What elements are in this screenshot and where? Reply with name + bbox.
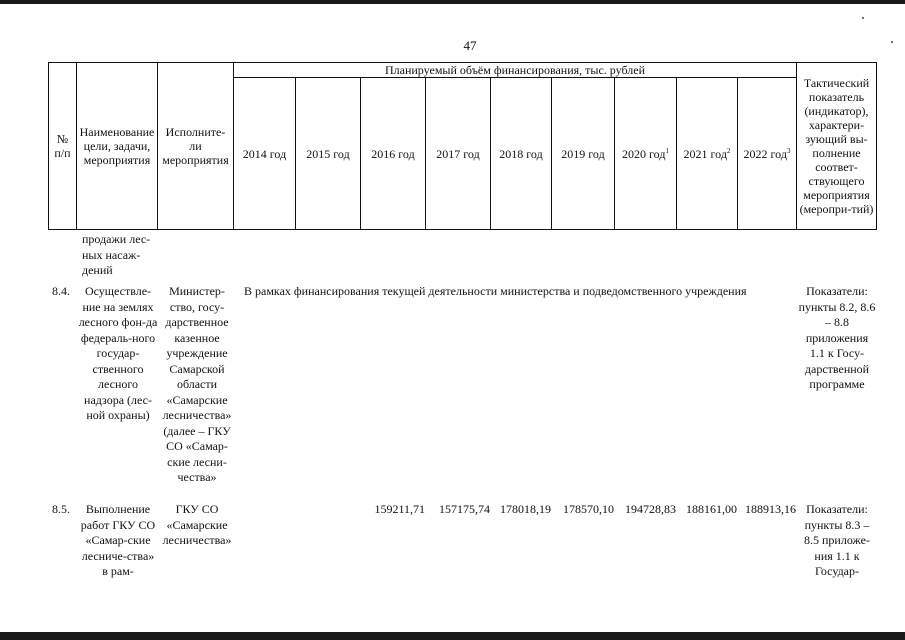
header-num: № п/п: [48, 62, 77, 230]
header-year: 2021 год$^2$: [676, 77, 738, 230]
row-value-2020: 194728,83: [625, 502, 676, 516]
row-value-2016: 159211,71: [374, 502, 425, 516]
scan-top-border: [0, 0, 905, 4]
header-year: 2019 год: [551, 77, 615, 230]
header-year: 2017 год: [425, 77, 491, 230]
header-name: Наименование цели, задачи, мероприятия: [76, 62, 158, 230]
row-value-2022: 188913,16: [745, 502, 796, 516]
row-name: Выполнение работ ГКУ СО «Самар-ские лесниче-ства» в рам-: [80, 502, 156, 578]
row-value-2019: 178570,10: [563, 502, 614, 516]
header-year: 2014 год: [233, 77, 296, 230]
header-indicator: Тактический показатель (индикатор), характери-зующий вы-полнение соответ-ствующего мероприятия (меропри-тий): [796, 62, 877, 230]
page-number: 47: [463, 38, 477, 53]
row-number: 8.4.: [52, 284, 70, 298]
continuation-text: продажи лес-ных насаж-дений: [82, 232, 151, 277]
header-year: 2022 год$^3$: [737, 77, 797, 230]
row-indicator: Показатели: пункты 8.3 – 8.5 приложе-ния 1.1 к Государ-: [804, 502, 870, 578]
row-executor: ГКУ СО «Самарские лесничества»: [162, 502, 232, 547]
row-name: Осуществле-ние на землях лесного фон-да федераль-ного государ-ственного лесного надзора (лес-ной охраны): [78, 284, 158, 422]
header-executor: Исполните-ли мероприятия: [157, 62, 234, 230]
row-financing-note: В рамках финансирования текущей деятельности министерства и подведомственного учреждения: [244, 284, 747, 298]
header-financing: Планируемый объём финансирования, тыс. рублей: [233, 62, 797, 78]
header-year: 2015 год: [295, 77, 361, 230]
row-number: 8.5.: [52, 502, 70, 516]
row-executor: Министер-ство, госу-дарственное казенное учреждение Самарской области «Самарские лесничества» (далее – ГКУ СО «Самар-ские лесни-чества»: [162, 284, 232, 484]
header-year: 2018 год: [490, 77, 552, 230]
header-year: 2016 год: [360, 77, 426, 230]
row-value-2018: 178018,19: [500, 502, 551, 516]
row-indicator: Показатели: пункты 8.2, 8.6 – 8.8 приложения 1.1 к Госу-дарственной программе: [798, 284, 876, 391]
row-value-2017: 157175,74: [439, 502, 490, 516]
header-year: 2020 год$^1$: [614, 77, 677, 230]
scan-bottom-border: [0, 632, 905, 640]
row-value-2021: 188161,00: [686, 502, 737, 516]
scan-speck: [891, 41, 893, 43]
scan-speck: [862, 17, 864, 19]
